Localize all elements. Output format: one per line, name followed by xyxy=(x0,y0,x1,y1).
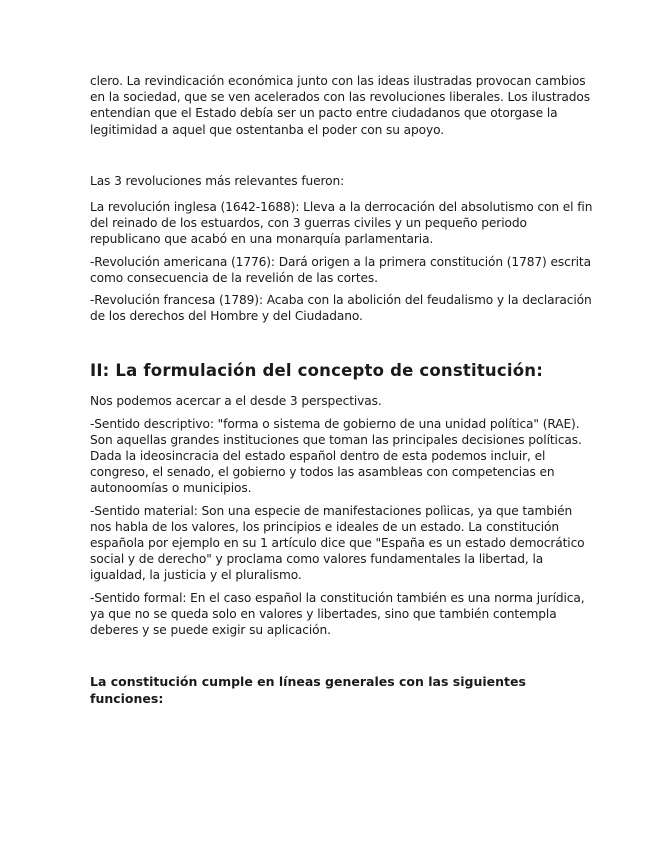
sentido-descriptivo: -Sentido descriptivo: "forma o sistema de gobierno de una unidad política" (RAE). Son aquellas grandes instituciones que toman las principales decisiones políticas. Dada la ideosincracia del estado español dentro de esta podemos incluir, el congreso, el senado, el gobierno y todos las asambleas con competencias en autonoomías o municipios. xyxy=(90,416,582,496)
revolucion-americana: -Revolución americana (1776): Dará origen a la primera constitución (1787) escrita como consecuencia de la revelión de las cortes. xyxy=(90,254,591,285)
paragraph-intro: clero. La revindicación económica junto con las ideas ilustradas provocan cambios en la sociedad, que se ven acelerados con las revoluciones liberales. Los ilustrados entendian que el Estado debía ser un pacto entre ciudadanos que otorgase la legitimidad a aquel que ostentanba el poder con su apoyo. xyxy=(90,74,591,137)
sentido-formal: -Sentido formal: En el caso español la constitución también es una norma jurídica, ya que no se queda solo en valores y libertades, sino que también contempla deberes y se puede exigir su aplicación. xyxy=(90,590,585,638)
sentido-material: -Sentido material: Son una especie de manifestaciones polìicas, ya que también nos habla de los valores, los principios e ideales de un estado. La constitución española por ejemplo en su 1 artículo dice que "España es un estado democrático social y de derecho" y proclama como valores fundamentales la libertad, la igualdad, la justicia y el pluralismo. xyxy=(90,503,585,583)
revoluciones-intro: Las 3 revoluciones más relevantes fueron: xyxy=(90,173,345,188)
revolucion-inglesa: La revolución inglesa (1642-1688): Lleva a la derrocación del absolutismo con el fin del reinado de los estuardos, con 3 guerras civiles y un pequeño periodo republicano que acabó en una monarquía parlamentaria. xyxy=(90,200,593,247)
perspectivas-intro: Nos podemos acercar a el desde 3 perspectivas. xyxy=(90,394,382,409)
section-heading: II: La formulación del concepto de constitución: xyxy=(90,361,543,381)
funciones-heading: La constitución cumple en líneas generales con las siguientes funciones: xyxy=(90,674,526,706)
revolucion-francesa: -Revolución francesa (1789): Acaba con la abolición del feudalismo y la declaración de los derechos del Hombre y del Ciudadano. xyxy=(90,293,592,324)
